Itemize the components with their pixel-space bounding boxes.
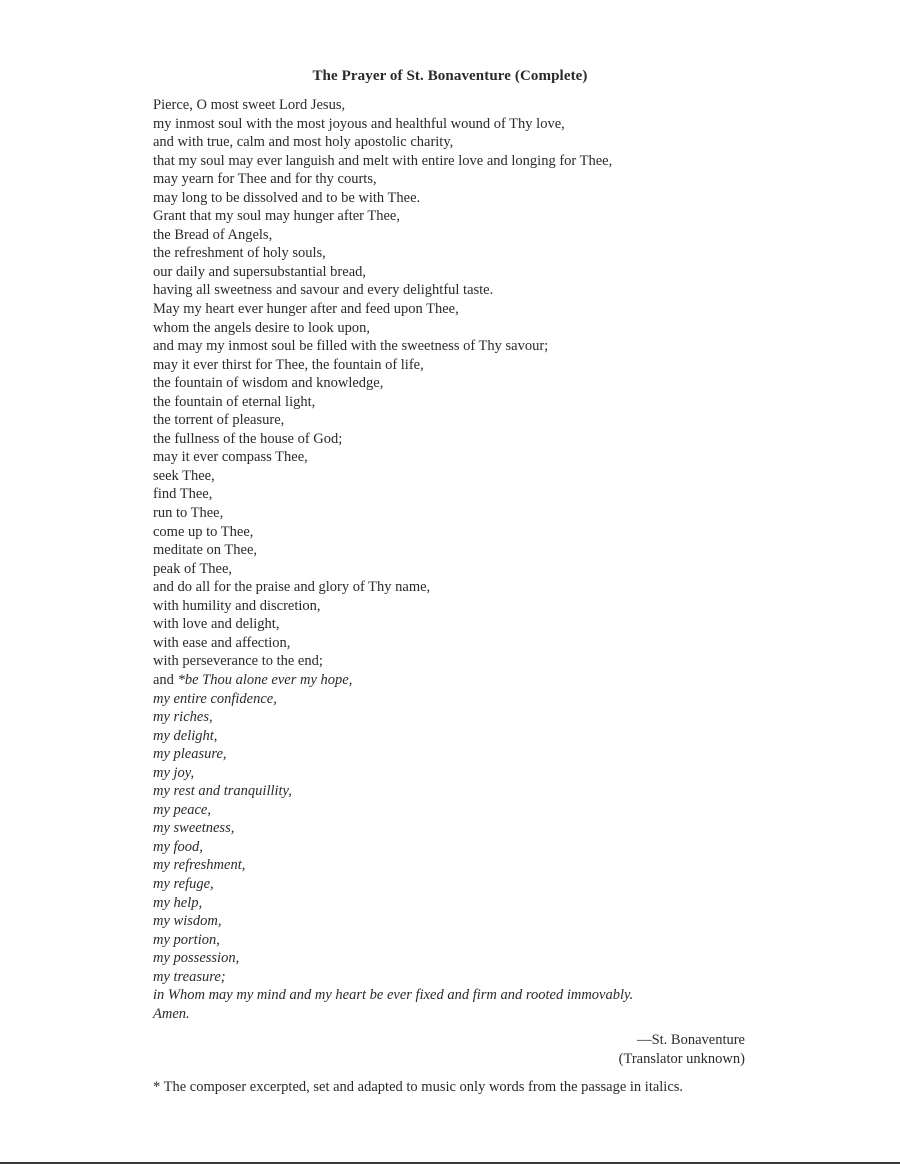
- poem-line-italic: my portion,: [153, 931, 220, 948]
- poem-line: the refreshment of holy souls,: [153, 245, 326, 262]
- poem-line: and with true, calm and most holy apostolic charity,: [153, 134, 454, 151]
- poem-line-italic: my refreshment,: [153, 857, 246, 874]
- poem-line-italic: my delight,: [153, 727, 218, 744]
- poem-line: may it ever compass Thee,: [153, 449, 308, 466]
- poem-line-italic: my entire confidence,: [153, 690, 277, 707]
- footnote: * The composer excerpted, set and adapted to music only words from the passage in italics.: [153, 1079, 684, 1095]
- poem-line-italic: my rest and tranquillity,: [153, 783, 292, 800]
- poem-line-italic: my peace,: [153, 801, 211, 818]
- poem-line: Pierce, O most sweet Lord Jesus,: [153, 97, 346, 113]
- poem-line-prefix: and: [153, 671, 178, 688]
- poem-line: the Bread of Angels,: [153, 226, 273, 243]
- poem-line: with ease and affection,: [153, 634, 291, 651]
- poem-line: may long to be dissolved and to be with Thee.: [153, 189, 421, 206]
- poem-line-italic: my riches,: [153, 709, 213, 726]
- page-title: The Prayer of St. Bonaventure (Complete): [312, 68, 588, 84]
- poem-line: and may my inmost soul be filled with the sweetness of Thy savour;: [153, 338, 549, 355]
- poem-line: find Thee,: [153, 486, 213, 503]
- poem-line: meditate on Thee,: [153, 542, 258, 559]
- poem-line: peak of Thee,: [153, 560, 233, 577]
- poem-line: run to Thee,: [153, 505, 224, 522]
- poem-line-italic: my joy,: [153, 764, 195, 781]
- poem-line: the fountain of wisdom and knowledge,: [153, 375, 384, 392]
- translator-note: (Translator unknown): [618, 1050, 745, 1067]
- prayer-text: [153, 96, 773, 1023]
- poem-line: the fountain of eternal light,: [153, 393, 316, 410]
- poem-line: seek Thee,: [153, 467, 215, 484]
- poem-line: that my soul may ever languish and melt with entire love and longing for Thee,: [153, 152, 613, 169]
- poem-line-italic: my food,: [153, 838, 203, 855]
- poem-line: with perseverance to the end;: [153, 653, 323, 670]
- poem-line: with love and delight,: [153, 616, 280, 633]
- poem-line: the fullness of the house of God;: [153, 430, 343, 447]
- poem-line: our daily and supersubstantial bread,: [153, 263, 367, 280]
- poem-line: may yearn for Thee and for thy courts,: [153, 171, 377, 188]
- poem-line: with humility and discretion,: [153, 597, 321, 614]
- poem-line: my inmost soul with the most joyous and healthful wound of Thy love,: [153, 115, 565, 132]
- poem-line: come up to Thee,: [153, 523, 254, 540]
- poem-line-italic: my possession,: [153, 950, 240, 967]
- poem-line-italic: my wisdom,: [153, 913, 222, 930]
- poem-line: whom the angels desire to look upon,: [153, 319, 371, 336]
- poem-line-italic: my refuge,: [153, 875, 214, 892]
- poem-line-italic-part: *be Thou alone ever my hope,: [177, 671, 353, 688]
- poem-line: May my heart ever hunger after and feed upon Thee,: [153, 301, 459, 318]
- author-name: —St. Bonaventure: [637, 1032, 745, 1048]
- attribution: [619, 1031, 745, 1068]
- poem-line: the torrent of pleasure,: [153, 412, 285, 429]
- poem-line: Grant that my soul may hunger after Thee,: [153, 208, 400, 225]
- poem-line-italic: my treasure;: [153, 968, 226, 985]
- poem-line-italic: my pleasure,: [153, 746, 227, 763]
- poem-line-italic: my sweetness,: [153, 820, 235, 837]
- poem-line-italic: my help,: [153, 894, 203, 911]
- poem-line-italic: Amen.: [153, 1005, 190, 1022]
- poem-line: may it ever thirst for Thee, the fountain of life,: [153, 356, 424, 373]
- poem-line-mixed: [153, 671, 773, 690]
- poem-line: and do all for the praise and glory of Thy name,: [153, 579, 431, 596]
- poem-line: having all sweetness and savour and every delightful taste.: [153, 282, 494, 299]
- poem-line-italic: in Whom may my mind and my heart be ever fixed and firm and rooted immovably.: [153, 987, 634, 1004]
